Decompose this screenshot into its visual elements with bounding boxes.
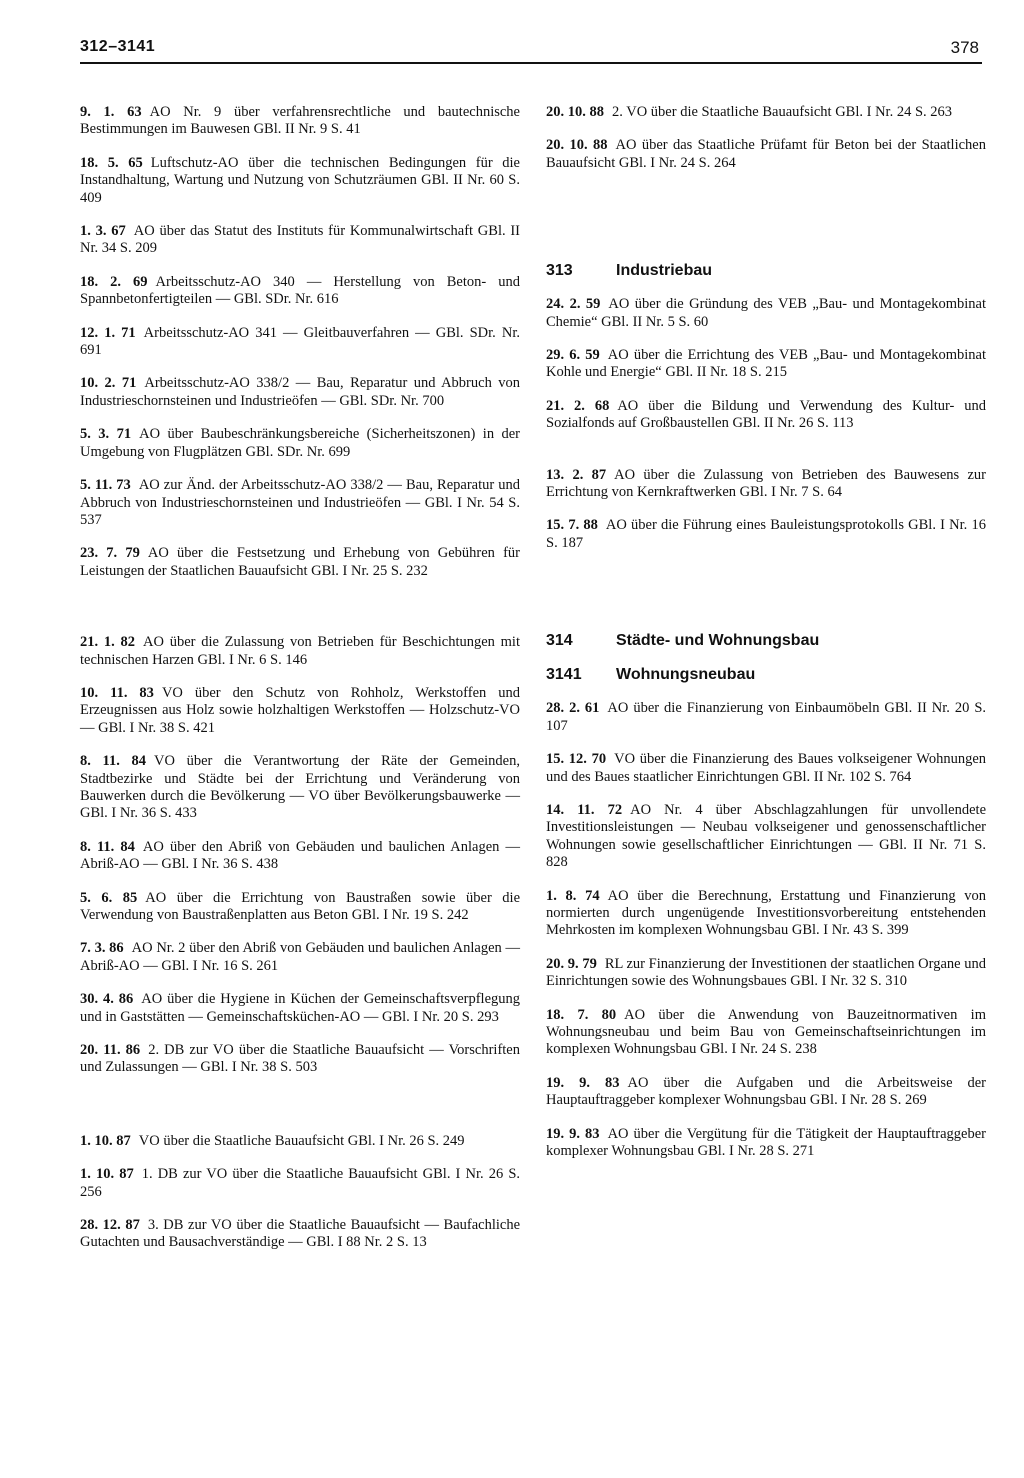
entry-text: Luftschutz-AO über die technischen Bedingungen für die Instandhaltung, Wartung und Nutzung von Schutzräumen GBl. II Nr. 60 S. 409 bbox=[80, 154, 520, 206]
entry bbox=[80, 839, 520, 874]
section-heading-314 bbox=[546, 632, 986, 650]
entry-date: 18. 2. 69 bbox=[80, 273, 148, 290]
section-title: Städte- und Wohnungsbau bbox=[616, 632, 820, 650]
entry bbox=[546, 802, 986, 872]
entry-date: 1. 8. 74 bbox=[546, 887, 600, 904]
entry bbox=[80, 104, 520, 139]
entry-date: 29. 6. 59 bbox=[546, 347, 600, 364]
section-number: 314 bbox=[546, 632, 573, 650]
entry-date: 9. 1. 63 bbox=[80, 104, 142, 120]
entry-text: AO über die Aufgaben und die Arbeitsweise der Hauptauftraggeber komplexer Wohnungsbau GBl. I Nr. 28 S. 269 bbox=[546, 1074, 986, 1109]
entry bbox=[80, 375, 520, 410]
entry-date: 30. 4. 86 bbox=[80, 991, 134, 1008]
entry-date: 1. 10. 87 bbox=[80, 1166, 134, 1183]
entry bbox=[546, 700, 986, 735]
entry-date: 20. 10. 88 bbox=[546, 104, 604, 120]
entry-text: VO über die Staatliche Bauaufsicht GBl. I Nr. 26 S. 249 bbox=[138, 1132, 465, 1149]
entry bbox=[546, 517, 986, 552]
entry-date: 12. 1. 71 bbox=[80, 324, 136, 341]
entry-text: Arbeitsschutz-AO 340 — Herstellung von Beton- und Spannbetonfertigteilen — GBl. SDr. Nr. 616 bbox=[80, 273, 520, 308]
entry-text: AO über die Führung eines Bauleistungsprotokolls GBl. I Nr. 16 S. 187 bbox=[546, 517, 986, 551]
entry-text: AO über die Zulassung von Betrieben für Beschichtungen mit technischen Harzen GBl. I Nr. 6 S. 146 bbox=[80, 634, 520, 668]
entry-text: VO über den Schutz von Rohholz, Werkstoffen und Erzeugnissen aus Holz sowie holzhaltigen Werkstoffen — Holzschutz-VO — GBl. I Nr. 38 S. 421 bbox=[80, 684, 521, 736]
entry-text: 2. DB zur VO über die Staatliche Bauaufsicht — Vorschriften und Zulassungen — GBl. I Nr. 38 S. 503 bbox=[80, 1042, 520, 1076]
entry-text: AO über die Anwendung von Bauzeitnormativen im Wohnungsneubau und beim Bau von Gemeinschaftseinrichtungen im komplexen Wohnungsbau GBl. I Nr. 24 S. 238 bbox=[546, 1006, 986, 1058]
entry-text: AO über die Gründung des VEB „Bau- und Montagekombinat Chemie“ GBl. II Nr. 5 S. 60 bbox=[546, 296, 986, 330]
section-heading-3141 bbox=[546, 666, 986, 684]
entry-date: 15. 7. 88 bbox=[546, 517, 598, 534]
entry-date: 24. 2. 59 bbox=[546, 296, 601, 313]
entry bbox=[80, 890, 520, 925]
entry bbox=[80, 477, 520, 529]
entry bbox=[546, 104, 986, 121]
entry-text: AO über das Staatliche Prüfamt für Beton bei der Staatlichen Bauaufsicht GBl. I Nr. 24 S. 264 bbox=[546, 137, 986, 171]
entry bbox=[80, 991, 520, 1026]
entry bbox=[80, 940, 520, 975]
entry bbox=[546, 751, 986, 786]
entry bbox=[80, 426, 520, 461]
entry-date: 5. 6. 85 bbox=[80, 889, 138, 906]
entry-date: 14. 11. 72 bbox=[546, 801, 623, 818]
entry-date: 21. 2. 68 bbox=[546, 397, 610, 414]
entry-text: AO über die Errichtung des VEB „Bau- und Montagekombinat Kohle und Energie“ GBl. II Nr. 18 S. 215 bbox=[546, 347, 986, 381]
entry bbox=[546, 1126, 986, 1161]
entry-text: 3. DB zur VO über die Staatliche Bauaufsicht — Baufachliche Gutachten und Bausachverständige — GBl. I 88 Nr. 2 S. 13 bbox=[80, 1217, 521, 1251]
entry-text: AO über das Statut des Instituts für Kommunalwirtschaft GBl. II Nr. 34 S. 209 bbox=[80, 223, 520, 257]
entry-date: 8. 11. 84 bbox=[80, 838, 135, 855]
right-column bbox=[546, 104, 986, 1176]
entry-text: AO über die Hygiene in Küchen der Gemeinschaftsverpflegung und in Gaststätten — Gemeinschaftsküchen-AO — GBl. I Nr. 20 S. 293 bbox=[80, 991, 521, 1025]
entry-text: RL zur Finanzierung der Investitionen der staatlichen Organe und Einrichtungen sowie des Wohnungsbaues GBl. I Nr. 32 S. 310 bbox=[546, 955, 986, 990]
entry-text: AO Nr. 2 über den Abriß von Gebäuden und baulichen Anlagen — Abriß-AO — GBl. I Nr. 16 S. 261 bbox=[80, 940, 520, 974]
entry-text: AO über die Bildung und Verwendung des Kultur- und Sozialfonds auf Großbaustellen GBl. II Nr. 26 S. 113 bbox=[546, 397, 987, 432]
section-title: Wohnungsneubau bbox=[616, 666, 756, 684]
entry bbox=[80, 545, 520, 580]
section-title: Industriebau bbox=[616, 262, 713, 280]
entry bbox=[80, 753, 520, 823]
entry-date: 20. 11. 86 bbox=[80, 1042, 141, 1059]
entry-text: AO über die Festsetzung und Erhebung von Gebühren für Leistungen der Staatlichen Bauaufsicht GBl. I Nr. 25 S. 232 bbox=[80, 545, 521, 579]
entry-text: AO über Baubeschränkungsbereiche (Sicherheitszonen) in der Umgebung von Flugplätzen GBl. SDr. Nr. 699 bbox=[80, 426, 521, 460]
page-range-header: 312–3141 bbox=[80, 38, 156, 55]
entry-text: AO Nr. 4 über Abschlagzahlungen für unvollendete Investitionsleistungen — Neubau volkseigener und genossenschaftlicher Wohnungen sowie gesellschaftlicher Einrichtungen — GBl. II Nr. 71 S. 828 bbox=[546, 801, 986, 871]
entry-date: 19. 9. 83 bbox=[546, 1125, 600, 1142]
entry bbox=[80, 325, 520, 360]
page-number: 378 bbox=[950, 38, 979, 57]
entry-text: AO über die Zulassung von Betrieben des Bauwesens zur Errichtung von Kernkraftwerken GBl. I Nr. 7 S. 64 bbox=[546, 466, 986, 501]
entry-date: 10. 11. 83 bbox=[80, 684, 154, 701]
entry-date: 15. 12. 70 bbox=[546, 751, 607, 768]
entry-text: VO über die Verantwortung der Räte der Gemeinden, Stadtbezirke und Städte bei der Errichtung und Veränderung von Bauwerken durch die Bevölkerung — VO über Bevölkerungsbauwerke — GBl. I Nr. 36 S. 433 bbox=[80, 753, 520, 822]
entry-text: 2. VO über die Staatliche Bauaufsicht GBl. I Nr. 24 S. 263 bbox=[612, 104, 953, 120]
entry bbox=[80, 1166, 520, 1201]
entry-text: AO zur Änd. der Arbeitsschutz-AO 338/2 — Bau, Reparatur und Abbruch von Industrieschornsteinen und Industrieöfen — GBl. I Nr. 54 S. 537 bbox=[80, 477, 520, 528]
entry-date: 18. 5. 65 bbox=[80, 154, 143, 171]
entry bbox=[80, 1217, 520, 1252]
entry-date: 10. 2. 71 bbox=[80, 375, 137, 392]
entry bbox=[546, 398, 986, 433]
entry-text: 1. DB zur VO über die Staatliche Bauaufsicht GBl. I Nr. 26 S. 256 bbox=[80, 1166, 521, 1200]
entry-date: 28. 2. 61 bbox=[546, 700, 600, 717]
entry bbox=[80, 634, 520, 669]
entry bbox=[546, 1007, 986, 1059]
entry bbox=[80, 685, 520, 737]
header-rule bbox=[80, 62, 982, 64]
entry bbox=[80, 223, 520, 258]
entry bbox=[546, 888, 986, 940]
entry bbox=[546, 467, 986, 502]
entry-text: Arbeitsschutz-AO 341 — Gleitbauverfahren — GBl. SDr. Nr. 691 bbox=[80, 324, 520, 359]
entry bbox=[80, 1133, 520, 1150]
entry bbox=[546, 137, 986, 172]
entry bbox=[80, 274, 520, 309]
entry-date: 13. 2. 87 bbox=[546, 466, 607, 483]
entry-text: AO über die Berechnung, Erstattung und Finanzierung von normierten durch ungenügende Investitionsvorbereitung entstehenden Mehrkosten im komplexen Wohnungsbau GBl. I Nr. 43 S. 399 bbox=[546, 887, 986, 939]
entry bbox=[80, 155, 520, 207]
left-column bbox=[80, 104, 520, 1268]
entry-date: 7. 3. 86 bbox=[80, 940, 124, 957]
entry bbox=[80, 1042, 520, 1077]
section-number: 3141 bbox=[546, 666, 582, 684]
entry bbox=[546, 296, 986, 331]
entry-date: 18. 7. 80 bbox=[546, 1006, 617, 1023]
entry-text: AO über die Vergütung für die Tätigkeit der Hauptauftraggeber komplexer Wohnungsbau GBl. I Nr. 28 S. 271 bbox=[546, 1125, 987, 1159]
entry-date: 21. 1. 82 bbox=[80, 634, 135, 651]
entry-text: AO über die Errichtung von Baustraßen sowie über die Verwendung von Baustraßenplatten aus Beton GBl. I Nr. 19 S. 242 bbox=[80, 889, 521, 923]
entry-date: 20. 9. 79 bbox=[546, 955, 597, 972]
entry-date: 8. 11. 84 bbox=[80, 753, 147, 770]
entry bbox=[546, 1075, 986, 1110]
entry-date: 5. 11. 73 bbox=[80, 477, 131, 494]
entry bbox=[546, 347, 986, 382]
entry-text: AO über den Abriß von Gebäuden und baulichen Anlagen — Abriß-AO — GBl. I Nr. 36 S. 438 bbox=[80, 838, 521, 873]
entry bbox=[546, 956, 986, 991]
entry-text: AO über die Finanzierung von Einbaumöbeln GBl. II Nr. 20 S. 107 bbox=[546, 700, 987, 734]
entry-date: 19. 9. 83 bbox=[546, 1074, 620, 1091]
section-heading-313 bbox=[546, 262, 986, 280]
entry-date: 1. 3. 67 bbox=[80, 223, 126, 240]
entry-date: 1. 10. 87 bbox=[80, 1132, 131, 1149]
entry-text: AO Nr. 9 über verfahrensrechtliche und bautechnische Bestimmungen im Bauwesen GBl. II Nr. 9 S. 41 bbox=[80, 104, 520, 138]
section-number: 313 bbox=[546, 262, 573, 280]
entry-text: VO über die Finanzierung des Baues volkseigener Wohnungen und des Baues staatlicher Einrichtungen GBl. II Nr. 102 S. 764 bbox=[546, 751, 987, 785]
entry-date: 23. 7. 79 bbox=[80, 545, 140, 562]
entry-date: 20. 10. 88 bbox=[546, 137, 608, 154]
entry-text: Arbeitsschutz-AO 338/2 — Bau, Reparatur und Abbruch von Industrieschornsteinen und Industrieöfen — GBl. SDr. Nr. 700 bbox=[80, 375, 521, 409]
entry-date: 28. 12. 87 bbox=[80, 1217, 140, 1234]
entry-date: 5. 3. 71 bbox=[80, 426, 132, 443]
